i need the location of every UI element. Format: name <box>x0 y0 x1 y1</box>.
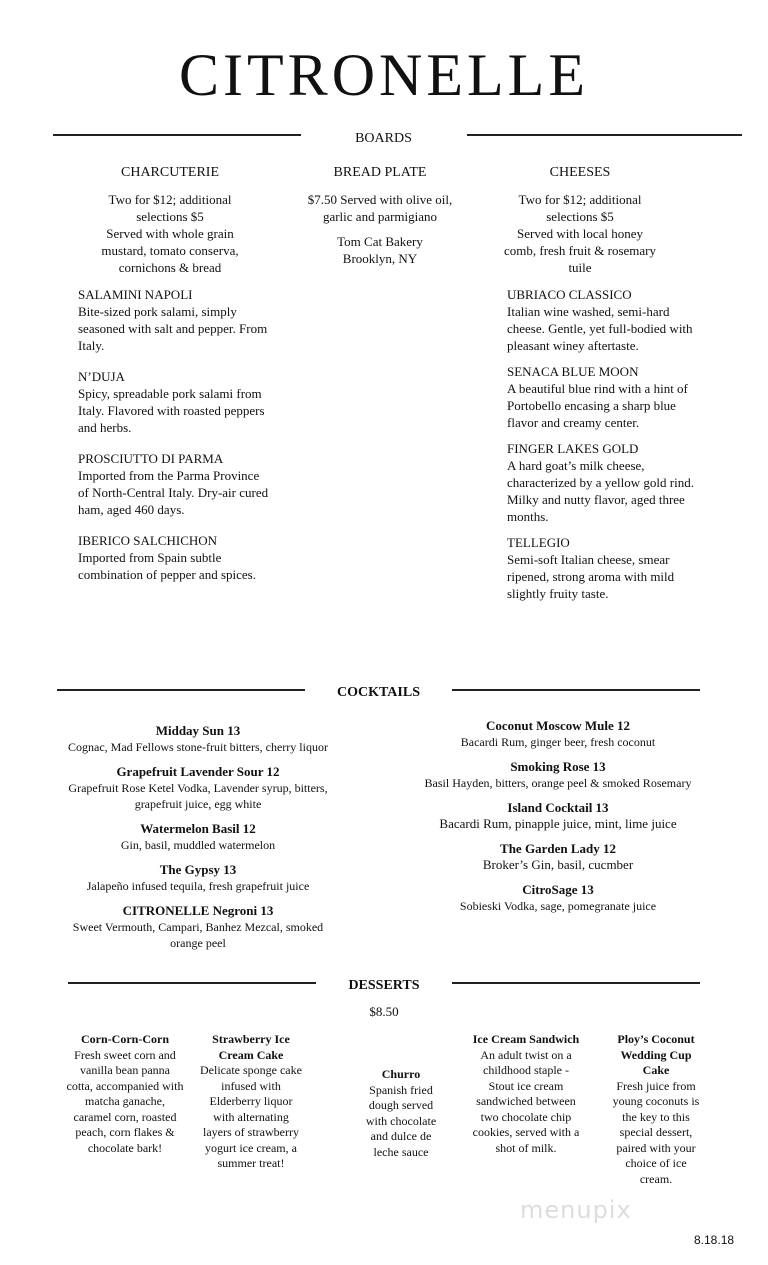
cocktail-desc: Bacardi Rum, ginger beer, fresh coconut <box>460 735 656 749</box>
cocktail-desc: Jalapeño infused tequila, fresh grapefruit juice <box>86 879 310 893</box>
bread-plate-desc: $7.50 Served with olive oil, garlic and parmigiano <box>307 192 453 224</box>
cocktail-desc: Gin, basil, muddled watermelon <box>120 838 276 852</box>
cocktail-item <box>390 881 726 914</box>
item-name: PROSCIUTTO DI PARMA <box>78 451 224 466</box>
cocktail-item <box>390 717 726 750</box>
item-name: N’DUJA <box>78 369 125 384</box>
divider <box>68 982 316 984</box>
cocktail-desc: Bacardi Rum, pinapple juice, mint, lime juice <box>439 816 677 831</box>
desserts-price: $8.50 <box>369 1004 399 1019</box>
item-desc: Italian wine washed, semi-hard cheese. Gentle, yet full-bodied with pleasant winey aftertaste. <box>507 304 693 353</box>
watermark-logo: menupix <box>520 1196 632 1224</box>
item-desc: Bite-sized pork salami, simply seasoned with salt and pepper. From Italy. <box>78 304 268 353</box>
desserts-heading: DESSERTS <box>348 978 420 993</box>
item-name: UBRIACO CLASSICO <box>507 287 632 302</box>
dessert-item <box>66 1032 184 1156</box>
divider <box>467 134 742 136</box>
menu-item <box>507 363 707 431</box>
cocktail-desc: Sweet Vermouth, Campari, Banhez Mezcal, smoked orange peel <box>72 920 324 950</box>
cocktail-item <box>28 861 368 894</box>
dessert-name: Corn-Corn-Corn <box>81 1032 169 1046</box>
cocktail-name: Midday Sun 13 <box>155 723 241 738</box>
divider <box>452 689 700 691</box>
cocktail-item <box>28 902 368 951</box>
cheeses-price: Two for $12; additional selections $5 <box>518 192 642 224</box>
cocktail-name: Island Cocktail 13 <box>507 800 609 815</box>
cocktail-item <box>28 722 368 755</box>
menu-item <box>78 532 270 583</box>
cocktail-name: The Garden Lady 12 <box>500 841 616 856</box>
menu-date: 8.18.18 <box>694 1233 735 1247</box>
cocktail-item <box>390 799 726 832</box>
cocktail-name: Grapefruit Lavender Sour 12 <box>116 764 280 779</box>
item-name: SENACA BLUE MOON <box>507 364 639 379</box>
menu-item <box>507 440 707 525</box>
cheeses-intro <box>500 164 660 276</box>
menu-item <box>507 534 707 602</box>
cocktail-desc: Grapefruit Rose Ketel Vodka, Lavender syrup, bitters, grapefruit juice, egg white <box>68 781 328 811</box>
cocktail-desc: Broker’s Gin, basil, cucmber <box>482 857 634 872</box>
charcuterie-intro <box>85 164 255 276</box>
divider <box>53 134 301 136</box>
item-desc: A beautiful blue rind with a hint of Portobello encasing a sharp blue flavor and creamy center. <box>507 381 688 430</box>
menu-item <box>78 286 270 354</box>
menu-item <box>507 286 707 354</box>
item-desc: Imported from Spain subtle combination of pepper and spices. <box>78 550 256 582</box>
item-name: TELLEGIO <box>507 535 570 550</box>
cocktail-item <box>28 763 368 812</box>
menu-item <box>78 450 270 518</box>
cocktails-right <box>390 717 726 914</box>
cheeses-heading: CHEESES <box>549 165 611 180</box>
dessert-desc: An adult twist on a childhood staple - Stout ice cream sandwiched between two chocolate chip cookies, served with a shot of milk. <box>472 1047 580 1155</box>
item-name: FINGER LAKES GOLD <box>507 441 639 456</box>
bread-plate <box>300 164 460 267</box>
charcuterie-desc: Served with whole grain mustard, tomato conserva, cornichons & bread <box>101 226 239 275</box>
dessert-name: Ploy’s Coconut Wedding Cup Cake <box>617 1032 695 1077</box>
item-desc: Semi-soft Italian cheese, smear ripened, strong aroma with mild slightly fruity taste. <box>507 552 675 601</box>
cocktail-item <box>390 758 726 791</box>
cocktail-name: CITRONELLE Negroni 13 <box>122 903 274 918</box>
dessert-name: Ice Cream Sandwich <box>472 1032 580 1046</box>
cheese-list <box>507 286 707 602</box>
divider <box>57 689 305 691</box>
dessert-desc: Delicate sponge cake infused with Elderberry liquor with alternating layers of strawberry yogurt ice cream, a summer treat! <box>200 1063 302 1170</box>
menu-item <box>78 368 270 436</box>
cocktail-desc: Cognac, Mad Fellows stone-fruit bitters, cherry liquor <box>68 740 328 754</box>
item-desc: Spicy, spreadable pork salami from Italy. Flavored with roasted peppers and herbs. <box>78 386 265 435</box>
charcuterie-list <box>78 286 270 583</box>
cocktail-desc: Sobieski Vodka, sage, pomegranate juice <box>459 899 657 913</box>
item-name: SALAMINI NAPOLI <box>78 287 193 302</box>
dessert-item <box>200 1032 302 1172</box>
item-desc: Imported from the Parma Province of North-Central Italy. Dry-air cured ham, aged 460 days. <box>78 468 269 517</box>
item-name: IBERICO SALCHICHON <box>78 533 218 548</box>
cocktail-desc: Basil Hayden, bitters, orange peel & smoked Rosemary <box>424 776 692 790</box>
charcuterie-heading: CHARCUTERIE <box>121 165 219 180</box>
restaurant-title: CITRONELLE <box>179 42 589 108</box>
dessert-item <box>608 1032 704 1187</box>
cocktail-name: Coconut Moscow Mule 12 <box>485 718 631 733</box>
cocktail-name: CitroSage 13 <box>522 882 594 897</box>
cocktails-left <box>28 722 368 951</box>
charcuterie-price: Two for $12; additional selections $5 <box>108 192 232 224</box>
cocktail-name: The Gypsy 13 <box>159 862 237 877</box>
dessert-desc: Fresh juice from young coconuts is the key to this special dessert, paired with your choice of ice cream. <box>612 1078 700 1186</box>
cocktail-item <box>28 820 368 853</box>
bakery-name: Tom Cat Bakery <box>337 234 423 249</box>
item-desc: A hard goat’s milk cheese, characterized by a yellow gold rind. Milky and nutty flavor, aged three months. <box>507 458 694 524</box>
bread-plate-heading: BREAD PLATE <box>333 165 427 180</box>
dessert-desc: Fresh sweet corn and vanilla bean panna cotta, accompanied with matcha ganache, caramel corn, roasted peach, corn flakes & chocolate bark! <box>66 1047 184 1155</box>
dessert-name: Churro <box>381 1067 421 1081</box>
cocktails-heading: COCKTAILS <box>337 685 420 700</box>
dessert-desc: Spanish fried dough served with chocolate and dulce de leche sauce <box>365 1082 437 1159</box>
cocktail-name: Smoking Rose 13 <box>510 759 606 774</box>
dessert-item <box>470 1032 582 1156</box>
cocktail-item <box>390 840 726 873</box>
cocktail-name: Watermelon Basil 12 <box>140 821 256 836</box>
bakery-location: Brooklyn, NY <box>342 251 418 266</box>
boards-heading: BOARDS <box>355 131 412 146</box>
dessert-item <box>357 1067 445 1160</box>
cheeses-desc: Served with local honey comb, fresh fruit & rosemary tuile <box>504 226 656 275</box>
divider <box>452 982 700 984</box>
dessert-name: Strawberry Ice Cream Cake <box>212 1032 290 1062</box>
